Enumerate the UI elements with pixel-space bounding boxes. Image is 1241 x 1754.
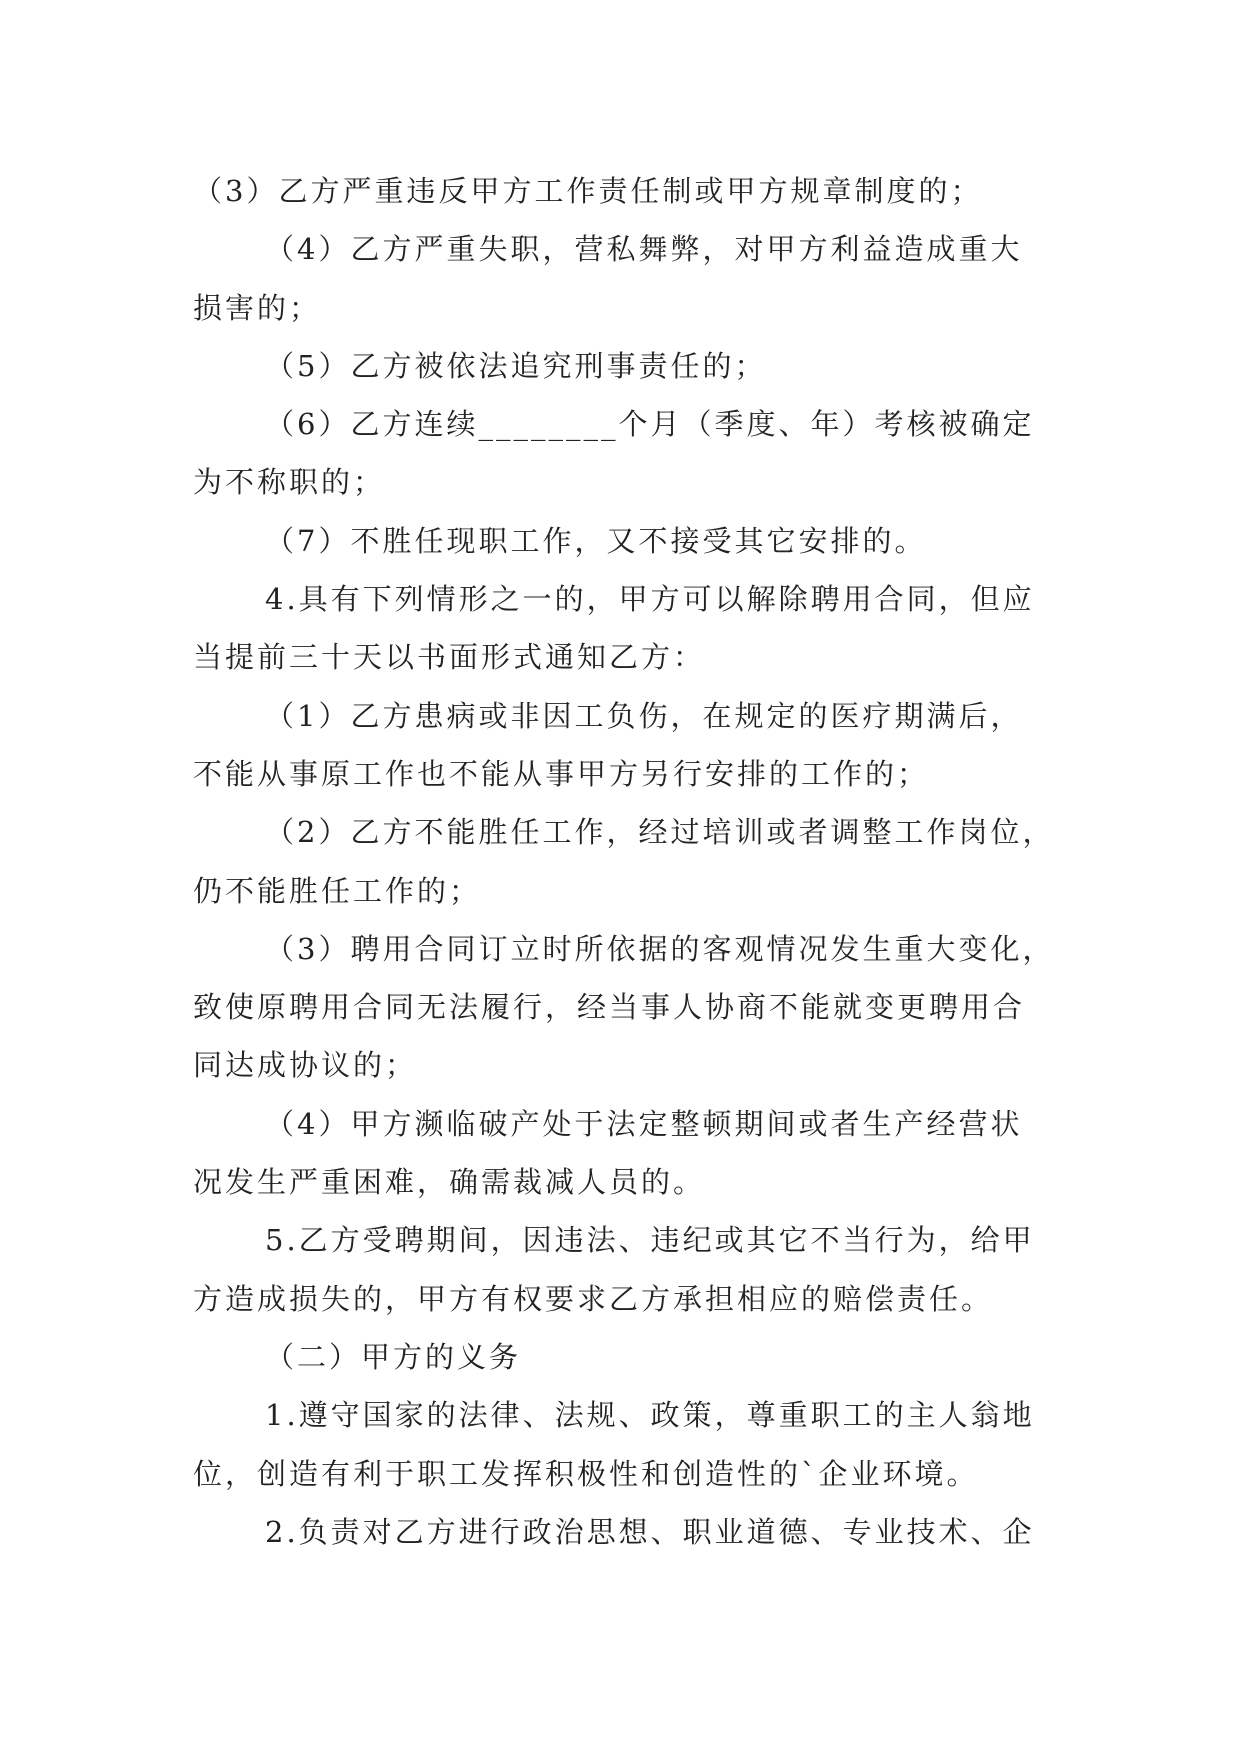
- text-line: 当提前三十天以书面形式通知乙方：: [193, 640, 706, 675]
- text-line: 1.遵守国家的法律、法规、政策，尊重职工的主人翁地: [265, 1398, 1035, 1433]
- text-line: （3）聘用合同订立时所依据的客观情况发生重大变化，: [265, 931, 1055, 966]
- text-line: （4）乙方严重失职，营私舞弊，对甲方利益造成重大: [265, 232, 1023, 267]
- document-body: [193, 162, 1055, 1561]
- text-line: 为不称职的；: [193, 465, 386, 500]
- text-line: 同达成协议的；: [193, 1048, 418, 1083]
- text-line: （5）乙方被依法追究刑事责任的；: [265, 348, 767, 383]
- text-line: 2.负责对乙方进行政治思想、职业道德、专业技术、企: [265, 1514, 1035, 1549]
- text-line: 5.乙方受聘期间，因违法、违纪或其它不当行为，给甲: [265, 1223, 1035, 1258]
- text-line: （7）不胜任现职工作，又不接受其它安排的。: [265, 523, 927, 558]
- text-line: 位，创造有利于职工发挥积极性和创造性的`企业环境。: [193, 1456, 979, 1491]
- text-line: （1）乙方患病或非因工负伤，在规定的医疗期满后，: [265, 698, 1023, 733]
- text-line: 致使原聘用合同无法履行，经当事人协商不能就变更聘用合: [193, 990, 1026, 1025]
- text-line: （6）乙方连续________个月（季度、年）考核被确定: [265, 407, 1035, 442]
- text-line: 损害的；: [193, 290, 322, 325]
- text-line: 4.具有下列情形之一的，甲方可以解除聘用合同，但应: [265, 582, 1035, 617]
- text-line: （2）乙方不能胜任工作，经过培训或者调整工作岗位，: [265, 815, 1055, 850]
- text-line: （二）甲方的义务: [265, 1339, 522, 1374]
- text-line: 方造成损失的，甲方有权要求乙方承担相应的赔偿责任。: [193, 1281, 994, 1316]
- text-line: 不能从事原工作也不能从事甲方另行安排的工作的；: [193, 756, 930, 791]
- text-line: 仍不能胜任工作的；: [193, 873, 482, 908]
- text-line: （3）乙方严重违反甲方工作责任制或甲方规章制度的；: [193, 174, 983, 208]
- text-line: 况发生严重困难，确需裁减人员的。: [193, 1165, 706, 1200]
- text-line: （4）甲方濒临破产处于法定整顿期间或者生产经营状: [265, 1106, 1023, 1141]
